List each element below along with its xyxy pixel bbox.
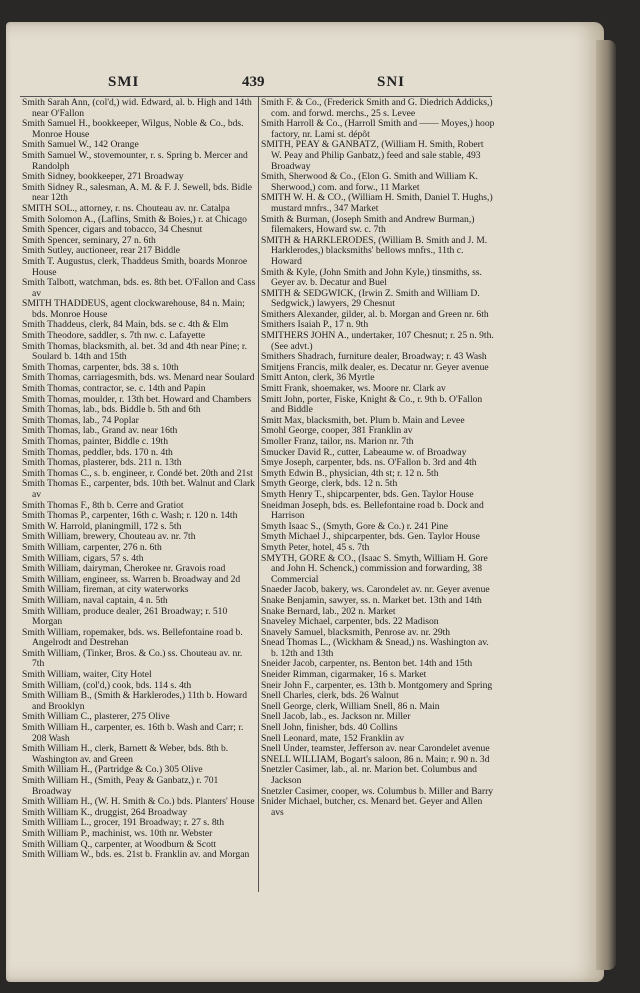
directory-entry: Smith William, brewery, Chouteau av. nr. 7th bbox=[22, 531, 196, 543]
directory-entry: Smith William, ropemaker, bds. ws. Bellefontaine road b. Angelrodt and Destrehan bbox=[22, 626, 243, 649]
directory-entry: Smith William Q., carpenter, at Woodburn & Scott bbox=[22, 838, 217, 850]
directory-entry: Smith Thomas, moulder, r. 13th bet. Howard and Chambers bbox=[22, 393, 252, 405]
left-column bbox=[22, 98, 256, 861]
directory-entry: Snider Michael, butcher, cs. Menard bet. Geyer and Allen avs bbox=[261, 796, 483, 818]
directory-entry: Smith William K., druggist, 264 Broadway bbox=[22, 806, 188, 818]
directory-entry: Smyth George, clerk, bds. 12 n. 5th bbox=[261, 478, 398, 490]
directory-entry: Smohl George, cooper, 381 Franklin av bbox=[261, 425, 413, 437]
directory-entry: Snell Jacob, lab., es. Jackson nr. Miller bbox=[261, 711, 411, 723]
directory-entry: Smith Thomas, lab., Grand av. near 16th bbox=[22, 425, 178, 437]
directory-entry: Smyth Edwin B., physician, 4th st; r. 12 n. 5th bbox=[261, 467, 439, 479]
directory-entry: Smithers Alexander, gilder, al. b. Morgan and Green nr. 6th bbox=[261, 308, 489, 320]
directory-entry: Smith William, dairyman, Cherokee nr. Gravois road bbox=[22, 563, 226, 575]
directory-entry: SMITH & SEDGWICK, (Irwin Z. Smith and William D. Sedgwick,) lawyers, 29 Chesnut bbox=[261, 287, 480, 310]
directory-entry: Smith Thomas, contractor, se. c. 14th and Papin bbox=[22, 383, 206, 395]
directory-entry: Smith William L., grocer, 191 Broadway; r. 27 s. 8th bbox=[22, 817, 225, 829]
directory-entry: Smith Thomas, painter, Biddle c. 19th bbox=[22, 436, 168, 447]
directory-entry: Smithers Isaiah P., 17 n. 9th bbox=[261, 319, 369, 331]
directory-entry: Smith William H., (W. H. Smith & Co.) bds. Planters' House bbox=[22, 796, 255, 808]
directory-entry: Smitjens Francis, milk dealer, es. Decatur nr. Geyer avenue bbox=[261, 361, 489, 373]
directory-entry: Sneidman Joseph, bds. es. Bellefontaine road b. Dock and Harrison bbox=[261, 499, 484, 522]
directory-entry: Smucker David R., cutter, Labeaume w. of Broadway bbox=[261, 446, 467, 458]
directory-entry: Sneider Rimman, cigarmaker, 16 s. Market bbox=[261, 669, 427, 681]
directory-entry: Smith William H., (Smith, Peay & Ganbatz,) r. 701 Broadway bbox=[22, 775, 219, 797]
directory-entry: Smith William, produce dealer, 261 Broadway; r. 510 Morgan bbox=[22, 605, 228, 628]
directory-entry: Snetzler Casimer, cooper, ws. Columbus b. Miller and Barry bbox=[261, 785, 494, 797]
directory-entry: SMITH SOL., attorney, r. ns. Chouteau av. nr. Catalpa bbox=[22, 202, 230, 214]
directory-entry: Smith William, fireman, at city waterworks bbox=[22, 584, 189, 596]
directory-entry: Smith W. Harrold, planingmill, 172 s. 5th bbox=[22, 520, 182, 532]
directory-entry: Snell Under, teamster, Jefferson av. near Carondelet avenue bbox=[261, 743, 490, 755]
directory-entry: Smith William, naval captain, 4 n. 5th bbox=[22, 594, 168, 606]
directory-entry: Smith T. Augustus, clerk, Thaddeus Smith, boards Monroe House bbox=[22, 255, 248, 278]
directory-entry: Snetzler Casimer, lab., al. nr. Marion bet. Columbus and Jackson bbox=[261, 764, 477, 786]
directory-entry: Smith F. & Co., (Frederick Smith and G. Diedrich Addicks,) com. and forwd. merchs., 25 s. Levee bbox=[261, 97, 493, 119]
directory-entry: Smitt Max, blacksmith, bet. Plum b. Main and Levee bbox=[261, 414, 465, 426]
directory-entry: SNELL WILLIAM, Bogart's saloon, 86 n. Main; r. 90 n. 3d bbox=[261, 753, 490, 765]
directory-entry: Snell John, finisher, bds. 40 Collins bbox=[261, 722, 398, 734]
directory-entry: Snell Charles, clerk, bds. 26 Walnut bbox=[261, 690, 399, 702]
directory-entry: Smith Sarah Ann, (col'd,) wid. Edward, al. b. High and 14th near O'Fallon bbox=[22, 97, 252, 119]
directory-entry: Smith William H., carpenter, es. 16th b. Wash and Carr; r. 208 Wash bbox=[22, 722, 244, 744]
directory-entry: Smith William P., machinist, ws. 10th nr. Webster bbox=[22, 827, 213, 839]
directory-entry: Snake Benjamin, sawyer, ss. n. Market bet. 13th and 14th bbox=[261, 594, 482, 606]
directory-entry: Snaeder Jacob, bakery, ws. Carondelet av. nr. Geyer avenue bbox=[261, 584, 490, 596]
directory-entry: Smyth Michael J., shipcarpenter, bds. Gen. Taylor House bbox=[261, 531, 480, 543]
directory-entry: Smith Spencer, cigars and tobacco, 34 Chesnut bbox=[22, 224, 203, 236]
directory-entry: Smith Thomas, peddler, bds. 170 n. 4th bbox=[22, 446, 173, 458]
page-number: 439 bbox=[242, 74, 265, 90]
directory-entry: Smith Thomas, lab., bds. Biddle b. 5th and 6th bbox=[22, 404, 201, 416]
directory-entry: Smith Talbott, watchman, bds. es. 8th bet. O'Fallon and Cass av bbox=[22, 277, 256, 299]
directory-entry: Smye Joseph, carpenter, bds. ns. O'Fallon b. 3rd and 4th bbox=[261, 457, 477, 469]
directory-entry: Smith Thomas, carriagesmith, bds. ws. Menard near Soulard bbox=[22, 372, 255, 384]
directory-entry: Smith Thaddeus, clerk, 84 Main, bds. se c. 4th & Elm bbox=[22, 319, 229, 331]
directory-entry: Smith William C., plasterer, 275 Olive bbox=[22, 711, 170, 723]
directory-entry: Smyth Peter, hotel, 45 s. 7th bbox=[261, 541, 370, 553]
directory-entry: Smith Samuel H., bookkeeper, Wilgus, Noble & Co., bds. Monroe House bbox=[22, 118, 244, 140]
directory-entry: Smoller Franz, tailor, ns. Marion nr. 7th bbox=[261, 436, 414, 447]
directory-entry: Smith William, engineer, ss. Warren b. Broadway and 2d bbox=[22, 573, 241, 585]
directory-entry: Smith Thomas F., 8th b. Cerre and Gratiot bbox=[22, 499, 184, 511]
directory-entry: Smithers Shadrach, furniture dealer, Broadway; r. 43 Wash bbox=[261, 351, 487, 363]
directory-entry: Snake Bernard, lab., 202 n. Market bbox=[261, 605, 396, 617]
directory-entry: SMITHERS JOHN A., undertaker, 107 Chesnut; r. 25 n. 9th. (See advt.) bbox=[261, 330, 494, 352]
directory-entry: Snavely Samuel, blacksmith, Penrose av. nr. 29th bbox=[261, 626, 451, 638]
directory-entry: SMYTH, GORE & CO., (Isaac S. Smyth, William H. Gore and John H. Schenck,) commission and forwarding, 38 Commercial bbox=[261, 552, 488, 585]
page-edge bbox=[596, 40, 616, 970]
directory-entry: Smith Thomas, blacksmith, al. bet. 3d and 4th near Pine; r. Soulard b. 14th and 15th bbox=[22, 340, 247, 363]
page-header bbox=[20, 74, 495, 96]
directory-entry: Snell George, clerk, William Snell, 86 n. Main bbox=[261, 700, 440, 712]
directory-entry: Smith Thomas, plasterer, bds. 211 n. 13th bbox=[22, 457, 182, 469]
directory-entry: Smith William, (col'd,) cook, bds. 114 s. 4th bbox=[22, 679, 192, 691]
header-left-guide: SMI bbox=[108, 74, 140, 90]
directory-entry: SMITH & HARKLERODES, (William B. Smith and J. M. Harklerodes,) blacksmiths' bellows mnfrs., 11th c. Howard bbox=[261, 234, 488, 267]
directory-entry: Smith William B., (Smith & Harklerodes,) 11th b. Howard and Brooklyn bbox=[22, 690, 248, 712]
directory-entry: Smith Harroll & Co., (Harroll Smith and —— Moyes,) hoop factory, nr. Lami st. dépôt bbox=[261, 118, 495, 140]
directory-entry: Smith Thomas, carpenter, bds. 38 s. 10th bbox=[22, 361, 179, 373]
directory-entry: Smith Thomas C., s. b. engineer, r. Condé bet. 20th and 21st bbox=[22, 467, 253, 479]
directory-entry: Smith William, waiter, City Hotel bbox=[22, 669, 152, 681]
directory-entry: SMITH THADDEUS, agent clockwarehouse, 84 n. Main; bds. Monroe House bbox=[22, 298, 245, 320]
directory-entry: Smith William H., clerk, Barnett & Weber, bds. 8th b. Washington av. and Green bbox=[22, 743, 229, 765]
directory-entry: Smith William, cigars, 57 s. 4th bbox=[22, 552, 144, 564]
directory-entry: Smith, Sherwood & Co., (Elon G. Smith and William K. Sherwood,) com. and forw., 11 Market bbox=[261, 171, 478, 193]
column-divider bbox=[258, 97, 259, 892]
directory-entry: Smith Theodore, saddler, s. 7th nw. c. Lafayette bbox=[22, 330, 206, 342]
directory-entry: Smith Thomas E., carpenter, bds. 10th bet. Walnut and Clark av bbox=[22, 478, 255, 500]
directory-entry: Smyth Isaac S., (Smyth, Gore & Co.) r. 241 Pine bbox=[261, 520, 449, 532]
directory-entry: Smith Sidney R., salesman, A. M. & F. J. Sewell, bds. Bidle near 12th bbox=[22, 181, 253, 204]
directory-entry: Smith William W., bds. es. 21st b. Franklin av. and Morgan bbox=[22, 849, 250, 861]
directory-entry: Sneider Jacob, carpenter, ns. Benton bet. 14th and 15th bbox=[261, 658, 473, 670]
header-right-guide: SNI bbox=[377, 74, 406, 90]
directory-entry: Smitt John, porter, Fiske, Knight & Co., r. 9th b. O'Fallon and Biddle bbox=[261, 393, 483, 416]
directory-entry: Snell Leonard, mate, 152 Franklin av bbox=[261, 732, 405, 744]
directory-entry: Smith Thomas P., carpenter, 16th c. Wash; r. 120 n. 14th bbox=[22, 510, 238, 522]
directory-entry: Smitt Anton, clerk, 36 Myrtle bbox=[261, 372, 375, 384]
directory-entry: Snead Thomas L., (Wickham & Snead,) ns. Washington av. b. 12th and 13th bbox=[261, 637, 489, 659]
directory-entry: Smith Sutley, auctioneer, rear 217 Biddle bbox=[22, 245, 181, 257]
directory-entry: Smith & Kyle, (John Smith and John Kyle,) tinsmiths, ss. Geyer av. b. Decatur and Buel bbox=[261, 266, 482, 289]
directory-entry: Smith Sidney, bookkeeper, 271 Broadway bbox=[22, 171, 184, 183]
directory-entry: Smith & Burman, (Joseph Smith and Andrew Burman,) filemakers, Howard sw. c. 7th bbox=[261, 213, 475, 236]
directory-entry: Snaveley Michael, carpenter, bds. 22 Madison bbox=[261, 616, 439, 628]
directory-entry: Sneir John F., carpenter, es. 13th b. Montgomery and Spring bbox=[261, 679, 493, 691]
directory-entry: Smith William H., (Partridge & Co.) 305 Olive bbox=[22, 764, 203, 776]
directory-entry: Smyth Henry T., shipcarpenter, bds. Gen. Taylor House bbox=[261, 488, 474, 500]
directory-entry: Smith William, (Tinker, Bros. & Co.) ss. Chouteau av. nr. 7th bbox=[22, 647, 243, 670]
directory-entry: Smith Samuel W., stovemounter, r. s. Spring b. Mercer and Randolph bbox=[22, 149, 248, 172]
directory-entry: SMITH, PEAY & GANBATZ, (William H. Smith, Robert W. Peay and Philip Ganbatz,) feed and sale stable, 493 Broadway bbox=[261, 139, 484, 172]
directory-entry: Smith William, carpenter, 276 n. 6th bbox=[22, 541, 162, 553]
right-column bbox=[261, 98, 495, 818]
directory-entry: SMITH W. H. & CO., (William H. Smith, Daniel T. Hughs,) mustard mnfrs., 347 Market bbox=[261, 192, 493, 214]
directory-entry: Smitt Frank, shoemaker, ws. Moore nr. Clark av bbox=[261, 383, 446, 395]
directory-entry: Smith Solomon A., (Laflins, Smith & Boies,) r. at Chicago bbox=[22, 213, 247, 225]
directory-entry: Smith Samuel W., 142 Orange bbox=[22, 139, 139, 151]
directory-entry: Smith Thomas, lab., 74 Poplar bbox=[22, 414, 139, 426]
directory-entry: Smith Spencer, seminary, 27 n. 6th bbox=[22, 234, 156, 246]
